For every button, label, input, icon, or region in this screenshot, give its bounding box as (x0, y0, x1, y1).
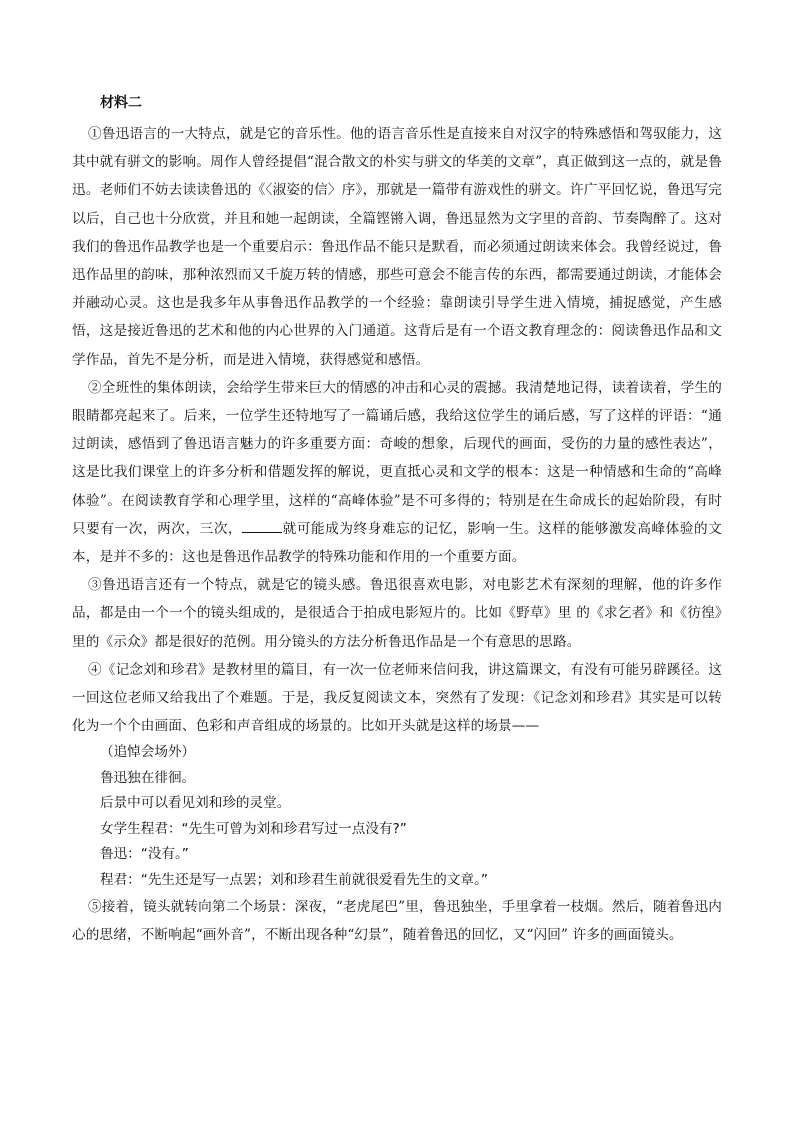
paragraph-5: ⑤接着，镜头就转向第二个场景：深夜，“老虎尾巴”里，鲁迅独坐，手里拿着一枝烟。然后，随着鲁迅内心的思绪，不断响起“画外音”，不断出现各种“幻景”，随着鲁迅的回忆，又“闪回” 许多的画面镜头。 (72, 898, 722, 944)
paragraph-3: ③鲁迅语言还有一个特点，就是它的镜头感。鲁迅很喜欢电影，对电影艺术有深刻的理解，他的许多作品，都是由一个一个的镜头组成的，是很适合于拍成电影短片的。比如《野草》里 的《求乞者》和《彷徨》里的《示众》都是很好的范例。用分镜头的方法分析鲁迅作品是一个有意思的思路。 (72, 577, 722, 650)
script-line: 后景中可以看见刘和珍的灵堂。 (100, 795, 291, 812)
script-line: 鲁迅：“没有。” (100, 846, 189, 863)
fill-in-blank (242, 518, 282, 533)
script-line: 女学生程君：“先生可曾为刘和珍君写过一点没有?” (100, 820, 407, 837)
script-line: （追悼会场外） (100, 744, 196, 761)
paragraph-2-text-before: ②全班性的集体朗读，会给学生带来巨大的情感的冲击和心灵的震撼。我清楚地记得，读着读着，学生的眼睛都亮起来了。后来，一位学生还特地写了一篇诵后感，我给这位学生的诵后感，写了这样的评语：“通过朗读，感悟到了鲁迅语言魅力的许多重要方面：奇峻的想象，后现代的画面，受伤的力量的感性表达”，这是比我们课堂上的许多分析和借题发挥的解说，更直抵心灵和文学的根本：这是一种情感和生命的“高峰体验”。在阅读教育学和心理学里，这样的“高峰体验”是不可多得的；特别是在生命成长的起始阶段，有时只要有一次，两次，三次， (72, 379, 722, 537)
paragraph-1: ①鲁迅语言的一大特点，就是它的音乐性。他的语言音乐性是直接来自对汉字的特殊感悟和驾驭能力，这其中就有骈文的影响。周作人曾经提倡“混合散文的朴实与骈文的华美的文章”，真正做到这一点的，就是鲁迅。老师们不妨去读读鲁迅的《〈淑姿的信〉序》，那就是一篇带有游戏性的骈文。许广平回忆说，鲁迅写完以后，自己也十分欣赏，并且和她一起朗读，全篇铿锵入调，鲁迅显然为文字里的音韵、节奏陶醉了。这对我们的鲁迅作品教学也是一个重要启示：鲁迅作品不能只是默看，而必须通过朗读来体会。我曾经说过，鲁迅作品里的韵味，那种浓烈而又千旋万转的情感，那些可意会不能言传的东西，都需要通过朗读，才能体会并融动心灵。这也是我多年从事鲁迅作品教学的一个经验：靠朗读引导学生进入情境，捕捉感觉，产生感悟，这是接近鲁迅的艺术和他的内心世界的入门通道。这背后是有一个语文教育理念的：阅读鲁迅作品和文学作品，首先不是分析，而是进入情境，获得感觉和感悟。 (72, 126, 722, 368)
script-line: 程君：“先生还是写一点罢；刘和珍君生前就很爱看先生的文章。” (100, 871, 488, 888)
script-line: 鲁迅独在徘徊。 (100, 769, 196, 786)
paragraph-4: ④《记念刘和珍君》是教材里的篇目，有一次一位老师来信问我，讲这篇课文，有没有可能另辟蹊径。这一回这位老师又给我出了个难题。于是，我反复阅读文本，突然有了发现：《记念刘和珍君》其实是可以转化为一个个由画面、色彩和声音组成的场景的。比如开头就是这样的场景—— (72, 661, 722, 735)
paragraph-2-text-after: 就可能成为终身难忘的记忆，影响一生。这样的能够激发高峰体验的文本，是并不多的：这也是鲁迅作品教学的特殊功能和作用的一个重要方面。 (72, 520, 722, 566)
article-body (72, 92, 722, 949)
section-heading: 材料二 (100, 95, 142, 111)
paragraph-2 (72, 374, 722, 571)
scene-script (72, 740, 722, 892)
